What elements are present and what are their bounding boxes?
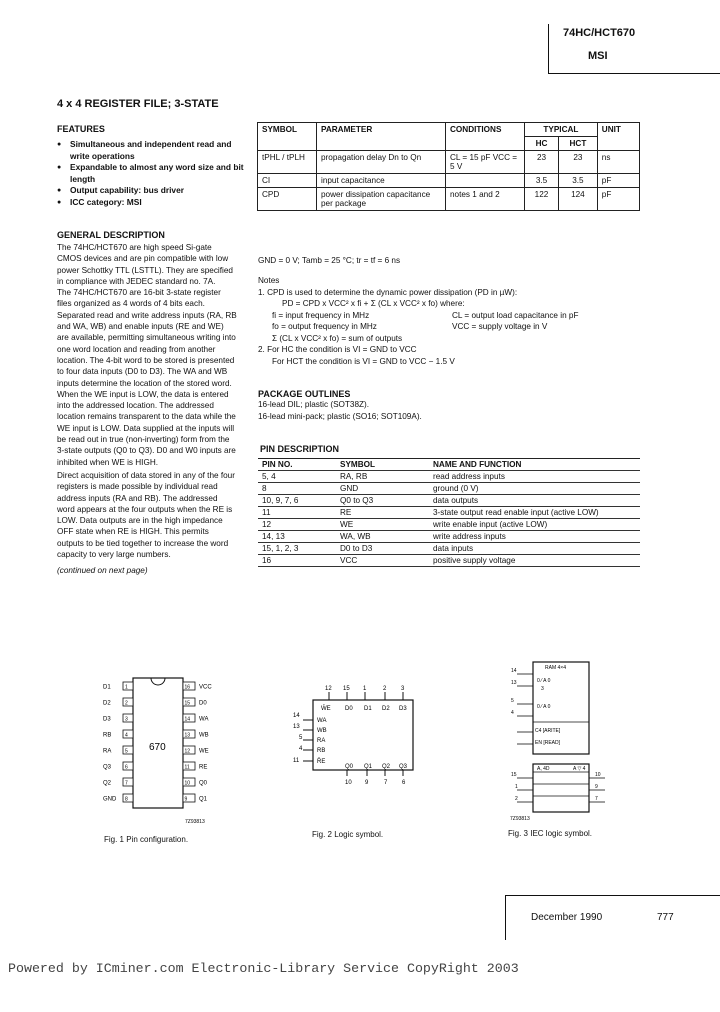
pin-number: 7 bbox=[125, 780, 128, 787]
svg-text:Q1: Q1 bbox=[364, 764, 373, 770]
svg-text:3: 3 bbox=[401, 686, 405, 692]
svg-text:D3: D3 bbox=[399, 706, 407, 712]
svg-text:EN [READ]: EN [READ] bbox=[535, 740, 561, 746]
svg-text:5: 5 bbox=[299, 735, 303, 741]
figure-code: 7Z93813 bbox=[185, 819, 205, 825]
svg-text:0 ⁄ A 0: 0 ⁄ A 0 bbox=[537, 678, 551, 684]
note-line: PD = CPD x VCC² x fi + Σ (CL x VCC² x fo) where: bbox=[282, 299, 465, 308]
svg-text:2: 2 bbox=[515, 796, 518, 802]
pin-number: 5 bbox=[125, 748, 128, 755]
iec-logic-symbol-figure bbox=[505, 660, 615, 825]
svg-text:15: 15 bbox=[343, 686, 350, 692]
footer-rule bbox=[505, 895, 506, 940]
svg-text:1: 1 bbox=[363, 686, 367, 692]
description-paragraph: Direct acquisition of data stored in any of the four registers is made possible by individual read address inputs (RA and RB). The addressed word appears at the four outputs when the RE is LOW. Data outputs are in the high impedance OFF state when RE is HIGH. This permits outputs to be tied together to increase the word capacity to very large numbers. bbox=[57, 470, 235, 560]
note-line: Σ (CL x VCC² x fo) = sum of outputs bbox=[272, 333, 403, 343]
features-list bbox=[57, 139, 247, 208]
svg-text:Q2: Q2 bbox=[382, 764, 391, 770]
pin-label: Q1 bbox=[199, 796, 208, 803]
col-name-function: NAME AND FUNCTION bbox=[429, 459, 640, 471]
note-line: VCC = supply voltage in V bbox=[452, 322, 548, 331]
svg-text:10: 10 bbox=[595, 772, 601, 778]
svg-text:13: 13 bbox=[511, 680, 517, 686]
note-line: 1. CPD is used to determine the dynamic power dissipation (PD in µW): bbox=[258, 287, 518, 297]
svg-text:9: 9 bbox=[595, 784, 598, 790]
pin-description-table bbox=[258, 458, 640, 567]
pin-label: Q2 bbox=[103, 780, 112, 787]
svg-text:D2: D2 bbox=[382, 706, 390, 712]
fig2-caption: Fig. 2 Logic symbol. bbox=[312, 830, 384, 839]
part-number: 74HC/HCT670 bbox=[563, 27, 636, 39]
pin-configuration-figure bbox=[95, 660, 230, 830]
svg-text:5: 5 bbox=[511, 698, 514, 704]
svg-text:3: 3 bbox=[541, 686, 544, 692]
pin-label: RE bbox=[199, 764, 208, 771]
svg-text:A, 4D: A, 4D bbox=[537, 766, 550, 772]
svg-text:4: 4 bbox=[299, 746, 303, 752]
figure-code: 7Z93813 bbox=[510, 816, 530, 822]
pin-number: 15 bbox=[184, 700, 191, 707]
continued-note: (continued on next page) bbox=[57, 566, 148, 576]
pin-label: GND bbox=[103, 796, 117, 803]
svg-text:Q3: Q3 bbox=[399, 764, 408, 770]
pin-label: WE bbox=[199, 748, 209, 755]
feature-item: ● Output capability: bus driver bbox=[57, 185, 247, 197]
svg-text:C4 [ARITE]: C4 [ARITE] bbox=[535, 728, 561, 734]
table-row: 10, 9, 7, 6 Q0 to Q3 data outputs bbox=[258, 495, 640, 507]
col-symbol: SYMBOL bbox=[258, 123, 317, 151]
svg-text:13: 13 bbox=[293, 724, 300, 730]
note-line: 2. For HC the condition is VI = GND to VCC bbox=[258, 345, 417, 354]
svg-text:WA: WA bbox=[317, 718, 327, 724]
svg-text:1: 1 bbox=[515, 784, 518, 790]
pin-number: 8 bbox=[125, 796, 128, 803]
pin-label: Q3 bbox=[103, 764, 112, 771]
characteristics-table bbox=[257, 122, 640, 211]
svg-text:14: 14 bbox=[293, 713, 300, 719]
pin-label: D0 bbox=[199, 700, 207, 707]
svg-text:R̄E: R̄E bbox=[317, 759, 326, 765]
col-hc: HC bbox=[525, 137, 559, 151]
svg-text:WB: WB bbox=[317, 728, 327, 734]
pin-number: 1 bbox=[125, 684, 128, 691]
pin-label: Q0 bbox=[199, 780, 208, 787]
header-rule bbox=[548, 24, 549, 74]
col-pin-no: PIN NO. bbox=[258, 459, 336, 471]
table-row: CI input capacitance 3.5 3.5 pF bbox=[258, 174, 640, 188]
svg-text:Q0: Q0 bbox=[345, 764, 354, 770]
package-line: 16-lead mini-pack; plastic (SO16; SOT109A). bbox=[258, 411, 422, 421]
package-line: 16-lead DIL; plastic (SOT38Z). bbox=[258, 400, 370, 409]
pin-number: 16 bbox=[184, 684, 191, 691]
pin-number: 12 bbox=[184, 748, 191, 755]
pin-number: 13 bbox=[184, 732, 191, 739]
general-description-heading: GENERAL DESCRIPTION bbox=[57, 230, 165, 240]
pin-label: D2 bbox=[103, 700, 111, 707]
col-symbol: SYMBOL bbox=[336, 459, 429, 471]
footer-date: December 1990 bbox=[531, 912, 603, 923]
svg-text:A ▽ 4: A ▽ 4 bbox=[573, 766, 586, 772]
svg-text:4: 4 bbox=[511, 710, 514, 716]
pin-label: D3 bbox=[103, 716, 111, 723]
category-label: MSI bbox=[588, 50, 608, 62]
pin-number: 9 bbox=[184, 796, 188, 803]
col-typical: TYPICAL bbox=[525, 123, 598, 137]
note-line: CL = output load capacitance in pF bbox=[452, 310, 579, 320]
table-row: 11 RE 3-state output read enable input (active LOW) bbox=[258, 507, 640, 519]
table-row: 8 GND ground (0 V) bbox=[258, 483, 640, 495]
pin-number: 2 bbox=[125, 700, 128, 707]
pin-description-heading: PIN DESCRIPTION bbox=[260, 444, 340, 454]
col-hct: HCT bbox=[559, 137, 598, 151]
pin-number: 14 bbox=[184, 716, 191, 723]
table-footnote: GND = 0 V; Tamb = 25 °C; tr = tf = 6 ns bbox=[258, 256, 401, 265]
svg-text:RAM 4×4: RAM 4×4 bbox=[545, 665, 566, 671]
pin-label: VCC bbox=[199, 684, 212, 691]
footer-rule-top bbox=[505, 895, 720, 896]
svg-text:7: 7 bbox=[384, 780, 388, 785]
page-title: 4 x 4 REGISTER FILE; 3-STATE bbox=[57, 98, 219, 110]
features-heading: FEATURES bbox=[57, 124, 105, 134]
notes-heading: Notes bbox=[258, 276, 280, 285]
chip-label: 670 bbox=[149, 742, 166, 753]
svg-text:11: 11 bbox=[293, 758, 300, 764]
note-line: For HCT the condition is VI = GND to VCC − 1.5 V bbox=[272, 356, 455, 366]
svg-text:9: 9 bbox=[365, 780, 369, 785]
logic-symbol-figure bbox=[285, 680, 435, 785]
svg-text:D0: D0 bbox=[345, 706, 353, 712]
svg-text:7: 7 bbox=[595, 796, 598, 802]
feature-item: ● Simultaneous and independent read and write operations bbox=[57, 139, 247, 162]
package-section bbox=[258, 389, 658, 422]
svg-text:D1: D1 bbox=[364, 706, 372, 712]
svg-text:12: 12 bbox=[325, 686, 332, 692]
description-paragraph: The 74HC/HCT670 are high speed Si-gate CMOS devices and are pin compatible with low power Schottky TTL (LSTTL). They are specified in compliance with JEDEC standard no. 7A. bbox=[57, 243, 233, 286]
svg-text:0 ⁄ A 0: 0 ⁄ A 0 bbox=[537, 704, 551, 710]
fig3-caption: Fig. 3 IEC logic symbol. bbox=[508, 829, 593, 838]
note-line: fi = input frequency in MHz bbox=[272, 310, 370, 320]
pin-number: 11 bbox=[184, 764, 190, 771]
svg-text:RA: RA bbox=[317, 738, 326, 744]
table-row: tPHL / tPLH propagation delay Dn to Qn CL = 15 pF VCC = 5 V 23 23 ns bbox=[258, 151, 640, 174]
pin-number: 3 bbox=[125, 716, 128, 723]
table-row: 12 WE write enable input (active LOW) bbox=[258, 519, 640, 531]
header-rule-bottom bbox=[548, 73, 720, 74]
col-unit: UNIT bbox=[597, 123, 639, 151]
pin-label: WB bbox=[199, 732, 209, 739]
svg-text:RB: RB bbox=[317, 748, 326, 754]
copyright-notice: Powered by ICminer.com Electronic-Library Service CopyRight 2003 bbox=[8, 961, 519, 976]
pin-label: D1 bbox=[103, 684, 111, 691]
pin-number: 6 bbox=[125, 764, 128, 771]
pin-label: RB bbox=[103, 732, 112, 739]
pin-number: 4 bbox=[125, 732, 128, 739]
description-paragraph: The 74HC/HCT670 are 16-bit 3-state register files organized as 4 words of 4 bits each. Separated read and write address inputs (RA, RB and WA, WB) and enable inputs (RE and WE) are available, permitting simultaneous writing into one word location and reading from another location. The 4-bit word to be stored is presented to four data inputs (D0 to D3). The WA and WB inputs determine the location of the stored word. When the WE input is LOW, the data is entered into the addressed location. The addressed location remains transparent to the data while the WE input is LOW. Data supplied at the inputs will be read out in true (non-inverting) form from the 3-state outputs (Q0 to Q3). D0 and W0 inputs are inhibited when WE is HIGH. bbox=[57, 288, 237, 467]
general-description bbox=[57, 230, 247, 577]
svg-text:2: 2 bbox=[383, 686, 387, 692]
table-row: CPD power dissipation capacitance per package notes 1 and 2 122 124 pF bbox=[258, 188, 640, 211]
features-section bbox=[57, 124, 247, 208]
svg-text:15: 15 bbox=[511, 772, 517, 778]
table-row: 16 VCC positive supply voltage bbox=[258, 555, 640, 567]
svg-text:14: 14 bbox=[511, 668, 517, 674]
fig1-caption: Fig. 1 Pin configuration. bbox=[104, 835, 189, 844]
feature-item: ● ICC category: MSI bbox=[57, 197, 247, 209]
notes-section bbox=[258, 275, 658, 367]
pin-label: RA bbox=[103, 748, 112, 755]
table-row: 15, 1, 2, 3 D0 to D3 data inputs bbox=[258, 543, 640, 555]
page-number: 777 bbox=[657, 912, 674, 923]
col-parameter: PARAMETER bbox=[317, 123, 446, 151]
pin-number: 10 bbox=[184, 780, 191, 787]
svg-text:6: 6 bbox=[402, 780, 406, 785]
svg-text:10: 10 bbox=[345, 780, 352, 785]
col-conditions: CONDITIONS bbox=[446, 123, 525, 151]
table-row: 5, 4 RA, RB read address inputs bbox=[258, 471, 640, 483]
table-row: 14, 13 WA, WB write address inputs bbox=[258, 531, 640, 543]
pin-label: WA bbox=[199, 716, 209, 723]
package-heading: PACKAGE OUTLINES bbox=[258, 389, 351, 399]
feature-item: ● Expandable to almost any word size and bit length bbox=[57, 162, 247, 185]
note-line: fo = output frequency in MHz bbox=[272, 322, 377, 331]
svg-text:W̄E: W̄E bbox=[321, 706, 331, 712]
